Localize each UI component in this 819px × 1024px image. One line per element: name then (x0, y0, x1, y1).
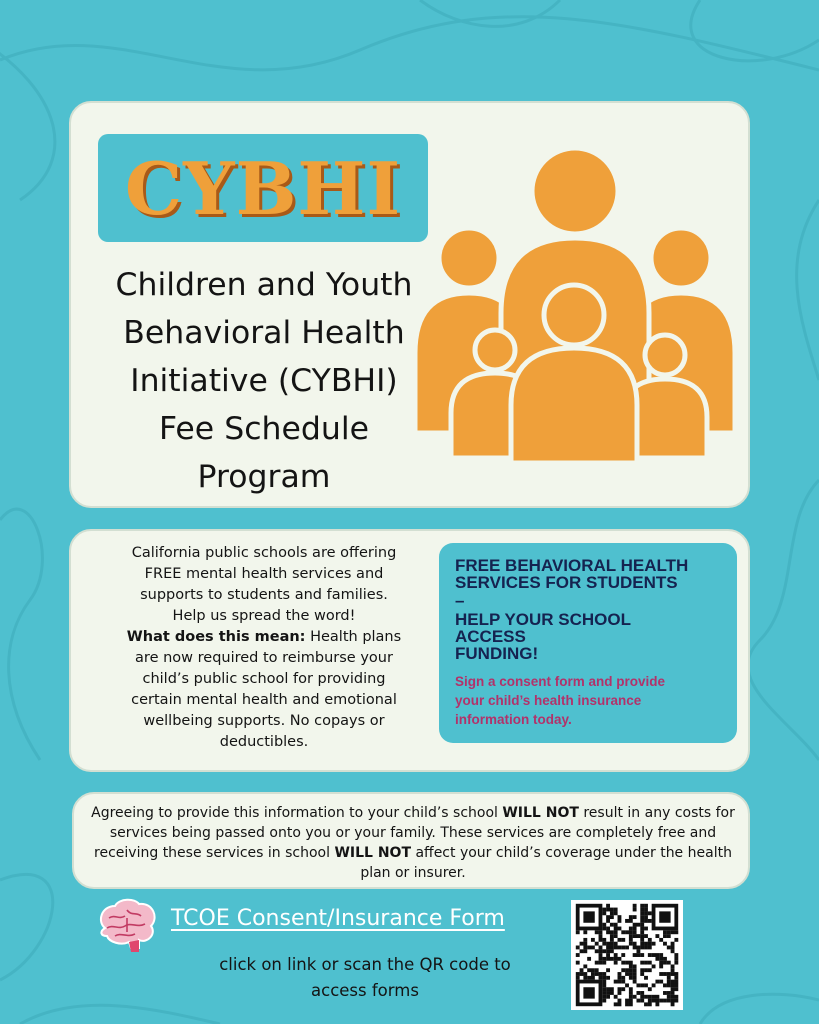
cta-subtext (455, 672, 721, 729)
info-description (99, 543, 429, 753)
info-line: California public schools are offering (131, 545, 397, 561)
cta-box (439, 543, 737, 743)
info-line: wellbeing supports. No copays or (143, 713, 385, 729)
title-line: Children and Youth (115, 267, 413, 303)
info-card (69, 529, 750, 772)
disclaimer-part: affect your child’s coverage under the health plan or insurer. (360, 845, 732, 881)
instruction-line: access forms (311, 981, 419, 1000)
info-line: certain mental health and emotional (131, 692, 397, 708)
info-line: are now required to reimburse your (135, 650, 393, 666)
disclaimer-card (72, 792, 750, 889)
cybhi-logo-text: CYBHI (124, 145, 402, 231)
answer-first: Health plans (305, 629, 402, 645)
brain-icon (95, 898, 159, 954)
title-line: Fee Schedule (159, 411, 369, 447)
cta-heading-line: HELP YOUR SCHOOL (455, 610, 632, 629)
disclaimer-part: Agreeing to provide this information to your child’s school (91, 805, 503, 821)
cta-heading-line: FREE BEHAVIORAL HEALTH (455, 556, 689, 575)
family-group-icon (409, 143, 749, 463)
info-line: FREE mental health services and (144, 566, 384, 582)
title-line: Initiative (CYBHI) (130, 363, 398, 399)
form-instructions (180, 952, 550, 1004)
disclaimer-part: result in any costs for services being passed onto you or your family. These services are completely free and receiving these services in school (94, 805, 735, 861)
cta-heading-line: SERVICES FOR STUDENTS (455, 573, 678, 592)
info-line (99, 627, 429, 648)
program-title (79, 261, 449, 501)
info-line: Help us spread the word! (172, 608, 356, 624)
hero-card (69, 101, 750, 508)
cta-dash: – (455, 591, 465, 610)
info-line: supports to students and families. (140, 587, 388, 603)
title-line: Behavioral Health (123, 315, 405, 351)
qr-code[interactable] (571, 900, 683, 1010)
cta-heading-line: FUNDING! (455, 644, 539, 663)
cta-sub-line: your child’s health insurance (455, 693, 642, 708)
question-label: What does this mean: (126, 629, 306, 645)
consent-form-link[interactable]: TCOE Consent/Insurance Form (171, 906, 505, 931)
cta-sub-line: Sign a consent form and provide (455, 674, 666, 689)
cta-heading-line: ACCESS (455, 627, 526, 646)
instruction-line: click on link or scan the QR code to (219, 955, 511, 974)
cybhi-logo-box (98, 134, 428, 242)
disclaimer-text (88, 803, 738, 883)
info-line: deductibles. (219, 734, 309, 750)
will-not-emphasis: WILL NOT (502, 805, 579, 821)
info-line: child’s public school for providing (142, 671, 386, 687)
will-not-emphasis: WILL NOT (334, 845, 412, 861)
cta-sub-line: information today. (455, 712, 572, 727)
title-line: Program (197, 459, 331, 495)
